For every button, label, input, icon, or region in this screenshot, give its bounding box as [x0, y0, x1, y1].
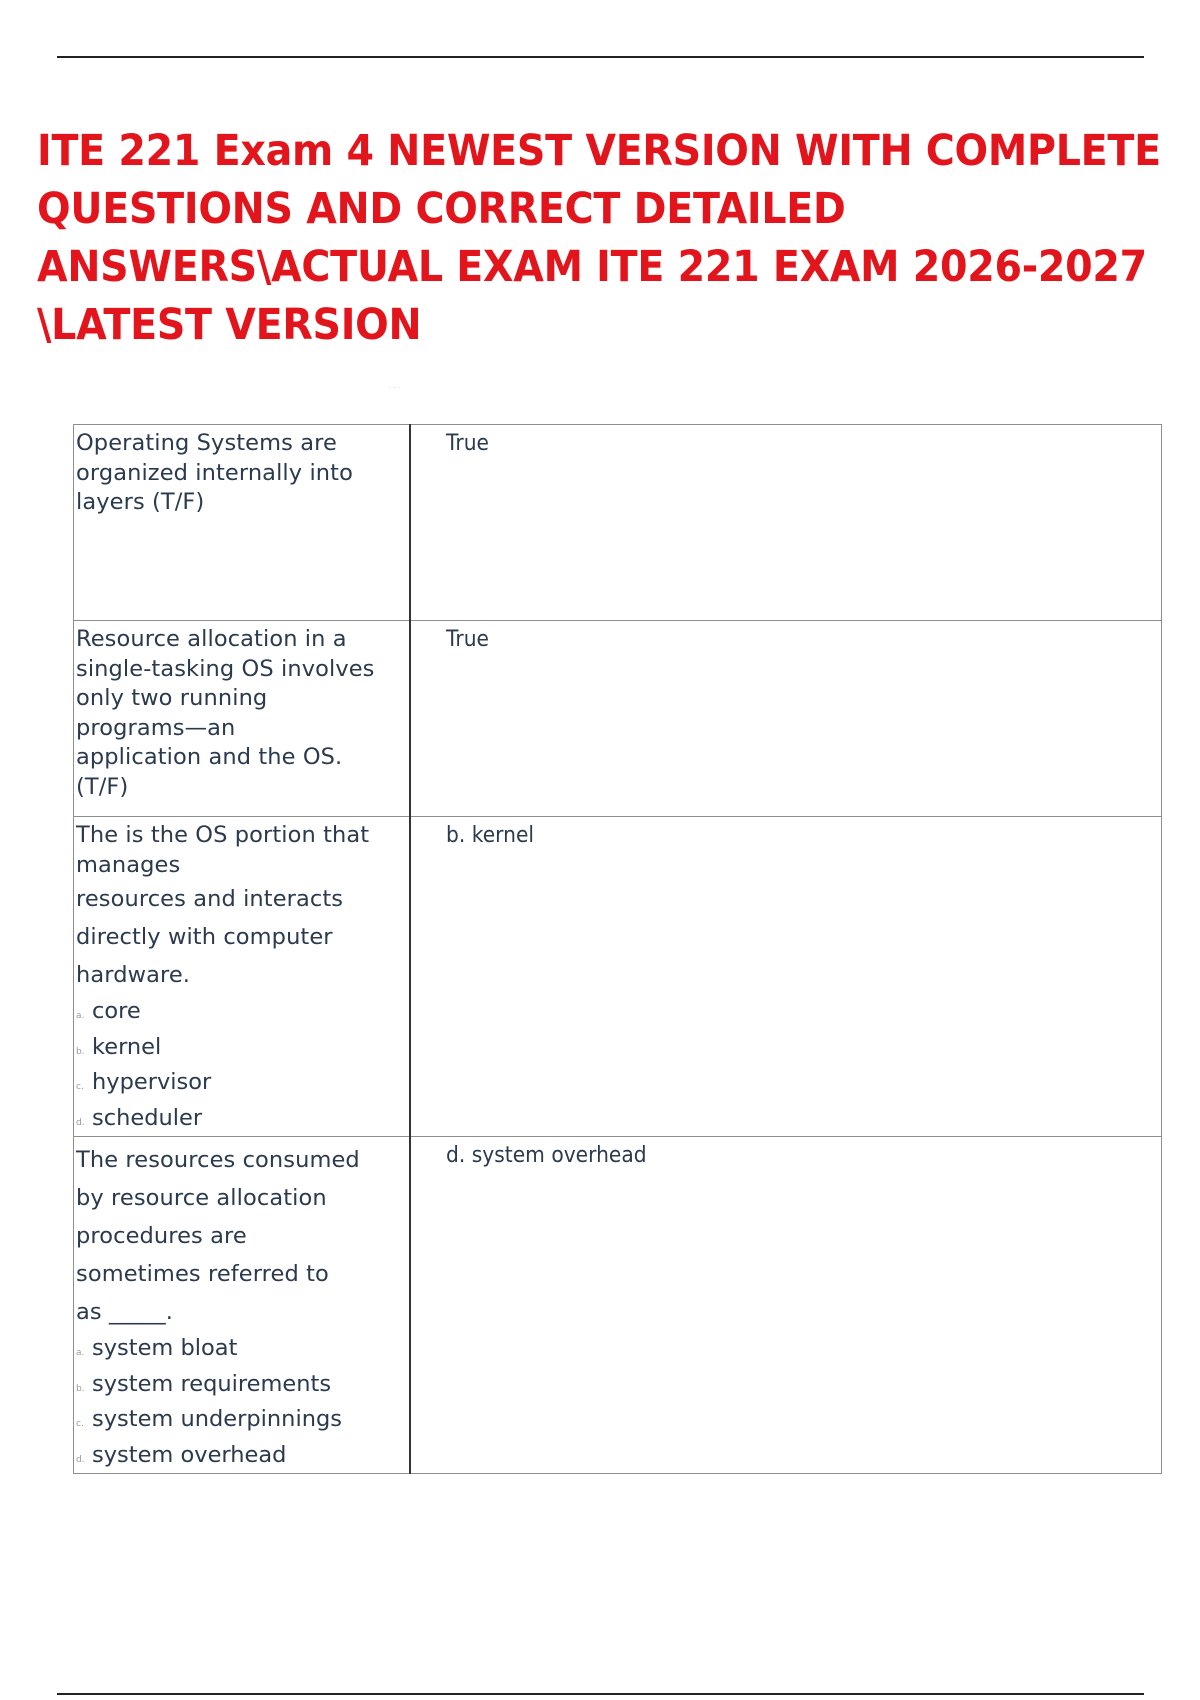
question-line: The resources consumed: [76, 1147, 360, 1173]
option-letter: a.: [76, 1011, 85, 1021]
answer-text: d. system overhead: [445, 1143, 647, 1168]
option-text: hypervisor: [92, 1069, 212, 1095]
question-line: as _____.: [76, 1299, 173, 1325]
option-item: [76, 1402, 409, 1438]
question-line: only two running: [76, 685, 268, 711]
qa-table: [73, 424, 1162, 1474]
table-row: [74, 817, 1162, 1137]
table-row: [74, 425, 1162, 621]
table-row: [74, 1137, 1162, 1474]
title-line: QUESTIONS AND CORRECT DETAILED: [37, 184, 846, 234]
question-line: resources and interacts: [76, 886, 344, 912]
question-line: organized internally into: [76, 459, 353, 486]
question-line: directly with computer: [76, 924, 333, 950]
options-list: [74, 1331, 409, 1473]
question-text: [74, 817, 409, 994]
question-line: procedures are: [76, 1223, 247, 1249]
title-line: ITE 221 Exam 4 NEWEST VERSION WITH COMPLETE: [37, 126, 1161, 176]
option-letter: a.: [76, 1348, 85, 1358]
title-line: ANSWERS\ACTUAL EXAM ITE 221 EXAM 2026-2027: [37, 242, 1147, 292]
option-letter: b.: [76, 1383, 85, 1394]
option-item: [76, 1065, 409, 1101]
bottom-rule: [57, 1693, 1144, 1695]
question-line: by resource allocation: [76, 1185, 327, 1211]
table-row: [74, 621, 1162, 817]
answer-text: b. kernel: [445, 823, 534, 848]
question-line: single-tasking OS involves: [76, 655, 375, 682]
option-text: scheduler: [92, 1104, 203, 1131]
answer-cell: [410, 621, 1162, 817]
option-item: [76, 1367, 409, 1403]
answer-text: True: [445, 627, 489, 652]
question-line: (T/F): [76, 773, 129, 800]
question-text: [74, 425, 409, 518]
question-line: layers (T/F): [76, 489, 205, 515]
option-text: system overhead: [92, 1441, 287, 1468]
question-line: Resource allocation in a: [76, 626, 347, 652]
option-letter: d.: [76, 1454, 85, 1465]
question-line: sometimes referred to: [76, 1261, 329, 1287]
option-item: [76, 994, 409, 1030]
answer-cell: [410, 1137, 1162, 1474]
option-letter: b.: [76, 1046, 85, 1057]
option-letter: c.: [76, 1419, 84, 1429]
option-item: [76, 1030, 409, 1066]
option-text: core: [92, 998, 141, 1024]
option-letter: c.: [76, 1082, 84, 1092]
option-item: [76, 1438, 409, 1474]
options-list: [74, 994, 409, 1136]
answer-cell: [410, 425, 1162, 621]
question-text: [74, 621, 409, 802]
question-cell: [74, 1137, 410, 1474]
faint-mark: · · ·: [389, 384, 401, 392]
question-line: Operating Systems are: [76, 430, 337, 456]
question-line: application and the OS.: [76, 744, 343, 770]
question-line: hardware.: [76, 962, 191, 988]
option-text: system requirements: [92, 1370, 332, 1397]
answer-cell: [410, 817, 1162, 1137]
option-item: [76, 1331, 409, 1367]
option-text: system underpinnings: [92, 1406, 342, 1432]
question-line: The is the OS portion that: [76, 822, 370, 848]
question-text: [74, 1137, 409, 1331]
question-cell: [74, 425, 410, 621]
question-cell: [74, 621, 410, 817]
question-line: manages: [76, 851, 181, 878]
option-letter: d.: [76, 1117, 85, 1128]
title-line: \LATEST VERSION: [37, 300, 422, 350]
question-cell: [74, 817, 410, 1137]
question-line: programs—an: [76, 714, 236, 741]
option-text: system bloat: [92, 1335, 238, 1361]
option-text: kernel: [92, 1033, 162, 1060]
document-title: [37, 122, 1161, 354]
top-rule: [57, 56, 1144, 58]
answer-text: True: [445, 431, 489, 456]
option-item: [76, 1101, 409, 1137]
